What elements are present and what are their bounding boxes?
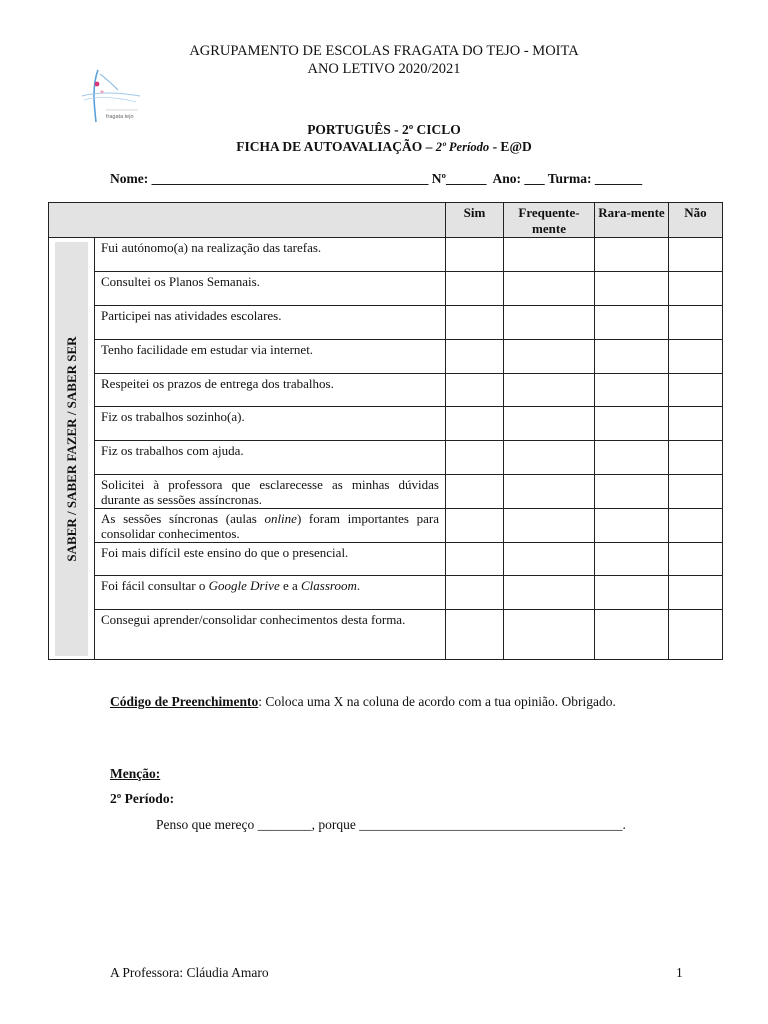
grade-field[interactable]: ___ bbox=[520, 171, 548, 186]
statement-cell: Fiz os trabalhos sozinho(a). bbox=[95, 407, 446, 441]
statement-cell: Consegui aprender/consolidar conhecimentos desta forma. bbox=[95, 610, 446, 660]
subject-title: PORTUGUÊS - 2º CICLO bbox=[307, 122, 461, 137]
table-row bbox=[49, 340, 723, 374]
student-info-line bbox=[110, 171, 642, 187]
table-row bbox=[49, 543, 723, 576]
statement-text: e a bbox=[279, 578, 302, 593]
answer-cell-frequentemente[interactable] bbox=[504, 306, 595, 340]
answer-cell-nao[interactable] bbox=[669, 374, 723, 407]
answer-cell-raramente[interactable] bbox=[595, 272, 669, 306]
answer-cell-nao[interactable] bbox=[669, 576, 723, 610]
answer-cell-sim[interactable] bbox=[446, 509, 504, 543]
statement-text: ) foram importantes para consolidar conhecimentos. bbox=[101, 511, 439, 541]
statement-cell bbox=[95, 509, 446, 543]
answer-cell-raramente[interactable] bbox=[595, 238, 669, 272]
number-label: Nº bbox=[431, 171, 446, 186]
sheet-period: 2º Período bbox=[435, 140, 490, 154]
table-row bbox=[49, 407, 723, 441]
class-label: Turma: bbox=[547, 171, 592, 186]
answer-cell-nao[interactable] bbox=[669, 272, 723, 306]
deserved-grade-field[interactable]: ________ bbox=[257, 817, 312, 832]
self-assessment-table bbox=[48, 202, 723, 660]
answer-cell-raramente[interactable] bbox=[595, 374, 669, 407]
period-label: 2º Período: bbox=[110, 791, 175, 806]
sheet-title: FICHA DE AUTOAVALIAÇÃO – 2º Período - E@D bbox=[236, 139, 532, 154]
school-logo bbox=[78, 66, 144, 126]
name-field[interactable]: _________________________________________ bbox=[148, 171, 432, 186]
answer-cell-raramente[interactable] bbox=[595, 509, 669, 543]
statement-cell: Fiz os trabalhos com ajuda. bbox=[95, 441, 446, 475]
answer-cell-raramente[interactable] bbox=[595, 407, 669, 441]
answer-cell-raramente[interactable] bbox=[595, 576, 669, 610]
answer-cell-nao[interactable] bbox=[669, 475, 723, 509]
fill-code-label: Código de Preenchimento bbox=[110, 694, 259, 709]
statement-text: As sessões síncronas (aulas bbox=[101, 511, 265, 526]
fill-instructions bbox=[110, 689, 685, 715]
answer-cell-raramente[interactable] bbox=[595, 610, 669, 660]
answer-cell-raramente[interactable] bbox=[595, 306, 669, 340]
answer-cell-sim[interactable] bbox=[446, 576, 504, 610]
category-label: SABER / SABER FAZER / SABER SER bbox=[63, 336, 79, 562]
answer-cell-nao[interactable] bbox=[669, 340, 723, 374]
answer-cell-frequentemente[interactable] bbox=[504, 475, 595, 509]
answer-cell-sim[interactable] bbox=[446, 543, 504, 576]
statement-emphasis: online bbox=[264, 511, 297, 526]
answer-cell-frequentemente[interactable] bbox=[504, 272, 595, 306]
answer-cell-nao[interactable] bbox=[669, 407, 723, 441]
header-blank-cell bbox=[49, 203, 446, 238]
column-header-sim: Sim bbox=[446, 203, 504, 238]
answer-cell-frequentemente[interactable] bbox=[504, 509, 595, 543]
fill-code-text: : Coloca uma X na coluna de acordo com a tua opinião. Obrigado. bbox=[258, 694, 616, 709]
answer-cell-frequentemente[interactable] bbox=[504, 576, 595, 610]
answer-cell-sim[interactable] bbox=[446, 610, 504, 660]
column-header-nao: Não bbox=[669, 203, 723, 238]
answer-cell-raramente[interactable] bbox=[595, 340, 669, 374]
statement-cell: Foi mais difícil este ensino do que o presencial. bbox=[95, 543, 446, 576]
answer-cell-nao[interactable] bbox=[669, 509, 723, 543]
table-row bbox=[49, 509, 723, 543]
school-name: AGRUPAMENTO DE ESCOLAS FRAGATA DO TEJO - MOITA bbox=[189, 43, 579, 59]
grade-justification-line: Penso que mereço ________, porque _______________________________________. bbox=[156, 817, 626, 832]
answer-cell-frequentemente[interactable] bbox=[504, 340, 595, 374]
answer-cell-nao[interactable] bbox=[669, 238, 723, 272]
number-field[interactable]: ______ bbox=[445, 171, 493, 186]
logo-lettering: fragata tejo bbox=[106, 114, 134, 120]
statement-cell: Fui autónomo(a) na realização das tarefas. bbox=[95, 238, 446, 272]
answer-cell-sim[interactable] bbox=[446, 441, 504, 475]
answer-cell-raramente[interactable] bbox=[595, 441, 669, 475]
answer-cell-frequentemente[interactable] bbox=[504, 543, 595, 576]
table-row bbox=[49, 272, 723, 306]
mention-label: Menção: bbox=[110, 766, 161, 781]
answer-cell-frequentemente[interactable] bbox=[504, 407, 595, 441]
statement-text: Foi fácil consultar o bbox=[101, 578, 209, 593]
table-row bbox=[49, 441, 723, 475]
answer-cell-nao[interactable] bbox=[669, 610, 723, 660]
table-row bbox=[49, 306, 723, 340]
table-row bbox=[49, 374, 723, 407]
answer-cell-nao[interactable] bbox=[669, 306, 723, 340]
page-number: 1 bbox=[676, 965, 683, 980]
answer-cell-nao[interactable] bbox=[669, 543, 723, 576]
answer-cell-frequentemente[interactable] bbox=[504, 610, 595, 660]
statement-cell: Consultei os Planos Semanais. bbox=[95, 272, 446, 306]
category-side-cell bbox=[49, 238, 95, 660]
answer-cell-sim[interactable] bbox=[446, 340, 504, 374]
reason-field[interactable]: _______________________________________ bbox=[359, 817, 623, 832]
answer-cell-sim[interactable] bbox=[446, 238, 504, 272]
statement-cell: Participei nas atividades escolares. bbox=[95, 306, 446, 340]
answer-cell-nao[interactable] bbox=[669, 441, 723, 475]
statement-text: . bbox=[356, 578, 361, 593]
table-header-row bbox=[49, 203, 723, 238]
answer-cell-sim[interactable] bbox=[446, 306, 504, 340]
answer-cell-frequentemente[interactable] bbox=[504, 441, 595, 475]
statement-cell: Tenho facilidade em estudar via internet. bbox=[95, 340, 446, 374]
statement-emphasis: Classroom bbox=[301, 578, 357, 593]
answer-cell-sim[interactable] bbox=[446, 272, 504, 306]
table-row bbox=[49, 576, 723, 610]
table-row bbox=[49, 610, 723, 660]
table-row bbox=[49, 238, 723, 272]
statement-emphasis: Google Drive bbox=[208, 578, 280, 593]
answer-cell-sim[interactable] bbox=[446, 475, 504, 509]
answer-cell-frequentemente[interactable] bbox=[504, 238, 595, 272]
category-band bbox=[55, 242, 88, 656]
statement-cell bbox=[95, 576, 446, 610]
answer-cell-raramente[interactable] bbox=[595, 543, 669, 576]
column-header-frequentemente: Frequente-mente bbox=[504, 203, 595, 238]
school-year: ANO LETIVO 2020/2021 bbox=[307, 61, 461, 77]
grade-label: Ano: bbox=[492, 171, 521, 186]
answer-cell-frequentemente[interactable] bbox=[504, 374, 595, 407]
class-field[interactable]: _______ bbox=[591, 171, 643, 186]
teacher-name: A Professora: Cláudia Amaro bbox=[110, 965, 269, 980]
answer-cell-sim[interactable] bbox=[446, 407, 504, 441]
table-row bbox=[49, 475, 723, 509]
answer-cell-sim[interactable] bbox=[446, 374, 504, 407]
column-header-raramente: Rara-mente bbox=[595, 203, 669, 238]
statement-cell: Respeitei os prazos de entrega dos trabalhos. bbox=[95, 374, 446, 407]
answer-cell-raramente[interactable] bbox=[595, 475, 669, 509]
statement-cell: Solicitei à professora que esclarecesse as minhas dúvidas durante as sessões assíncronas. bbox=[95, 475, 446, 509]
name-label: Nome: bbox=[110, 171, 149, 186]
